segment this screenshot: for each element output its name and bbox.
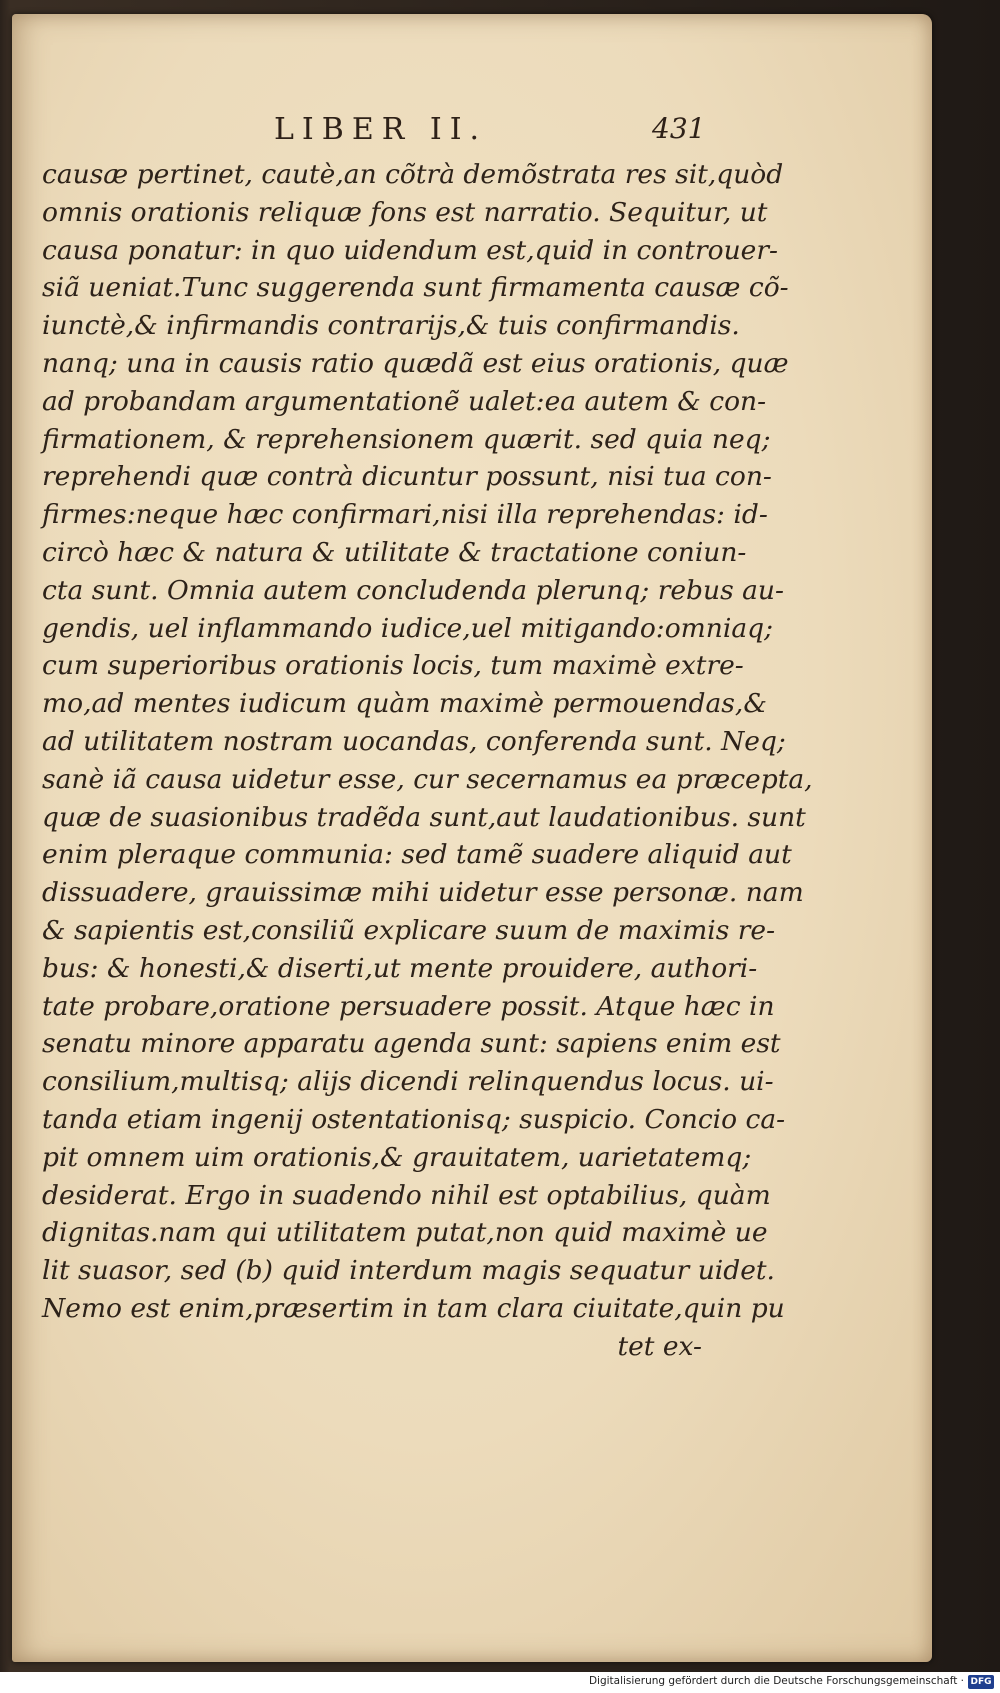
text-line: desiderat. Ergo in suadendo nihil est optabilius, quàm	[42, 1179, 771, 1211]
text-line: causæ pertinet, cautè,an cõtrà demõstrata res sit,quòd	[42, 159, 784, 190]
footer-strip	[0, 1672, 1000, 1693]
text-line: ad utilitatem nostram uocandas, conferenda sunt. Neq;	[42, 725, 786, 757]
text-line: siã ueniat.Tunc suggerenda sunt firmamenta causæ cõ-	[42, 272, 789, 304]
text-line: omnis orationis reliquæ fons est narratio. Sequitur, ut	[42, 196, 768, 228]
dfg-logo-icon: DFG	[968, 1675, 994, 1689]
running-head: LIBER II.	[274, 112, 488, 147]
page-number: 431	[652, 112, 706, 145]
text-line: cum superioribus orationis locis, tum maximè extre-	[42, 650, 744, 682]
text-line: tanda etiam ingenij ostentationisq; suspicio. Concio ca-	[42, 1103, 786, 1135]
text-line: bus: & honesti,& diserti,ut mente prouidere, authori-	[42, 952, 758, 984]
funding-credit: Digitalisierung gefördert durch die Deutsche Forschungsgemeinschaft ·	[588, 1675, 964, 1687]
text-line: cta sunt. Omnia autem concludenda plerunq; rebus au-	[42, 574, 784, 606]
text-line: tet ex-	[617, 1330, 702, 1362]
text-line: nanq; una in causis ratio quædã est eius orationis, quæ	[42, 347, 789, 379]
text-line: senatu minore apparatu agenda sunt: sapiens enim est	[42, 1028, 781, 1060]
text-line: gendis, uel inflammando iudice,uel mitigando:omniaq;	[42, 612, 774, 644]
text-line: mo,ad mentes iudicum quàm maximè permouendas,&	[42, 688, 767, 720]
text-line: enim pleraque communia: sed tamẽ suadere aliquid aut	[42, 839, 792, 871]
text-line: Nemo est enim,præsertim in tam clara ciuitate,quin pu	[42, 1292, 785, 1324]
page-header	[12, 112, 932, 152]
text-line: dissuadere, grauissimæ mihi uidetur esse personæ. nam	[42, 877, 804, 909]
text-line: lit suasor, sed (b) quid interdum magis sequatur uidet.	[42, 1255, 775, 1287]
text-line: iunctè,& infirmandis contrarijs,& tuis confirmandis.	[42, 310, 740, 342]
text-line: dignitas.nam qui utilitatem putat,non quid maximè ue	[42, 1217, 768, 1249]
text-line: quæ de suasionibus tradẽda sunt,aut laudationibus. sunt	[42, 801, 806, 833]
text-block	[42, 156, 813, 1366]
text-line: firmationem, & reprehensionem quærit. sed quia neq;	[42, 423, 771, 455]
text-line: sanè iã causa uidetur esse, cur secernamus ea præcepta,	[42, 763, 813, 795]
text-line: firmes:neque hæc confirmari,nisi illa reprehendas: id-	[42, 499, 768, 531]
text-line: & sapientis est,consiliũ explicare suum de maximis re-	[42, 914, 776, 946]
book-page	[12, 14, 932, 1662]
text-line: pit omnem uim orationis,& grauitatem, uarietatemq;	[42, 1141, 752, 1173]
text-line: ad probandam argumentationẽ ualet:ea autem & con-	[42, 385, 767, 417]
text-line: causa ponatur: in quo uidendum est,quid in controuer-	[42, 234, 778, 266]
text-line: reprehendi quæ contrà dicuntur possunt, nisi tua con-	[42, 461, 772, 493]
text-line: circò hæc & natura & utilitate & tractatione coniun-	[42, 536, 747, 568]
text-line: consilium,multisq; alijs dicendi relinquendus locus. ui-	[42, 1066, 774, 1098]
text-line: tate probare,oratione persuadere possit. Atque hæc in	[42, 990, 775, 1022]
